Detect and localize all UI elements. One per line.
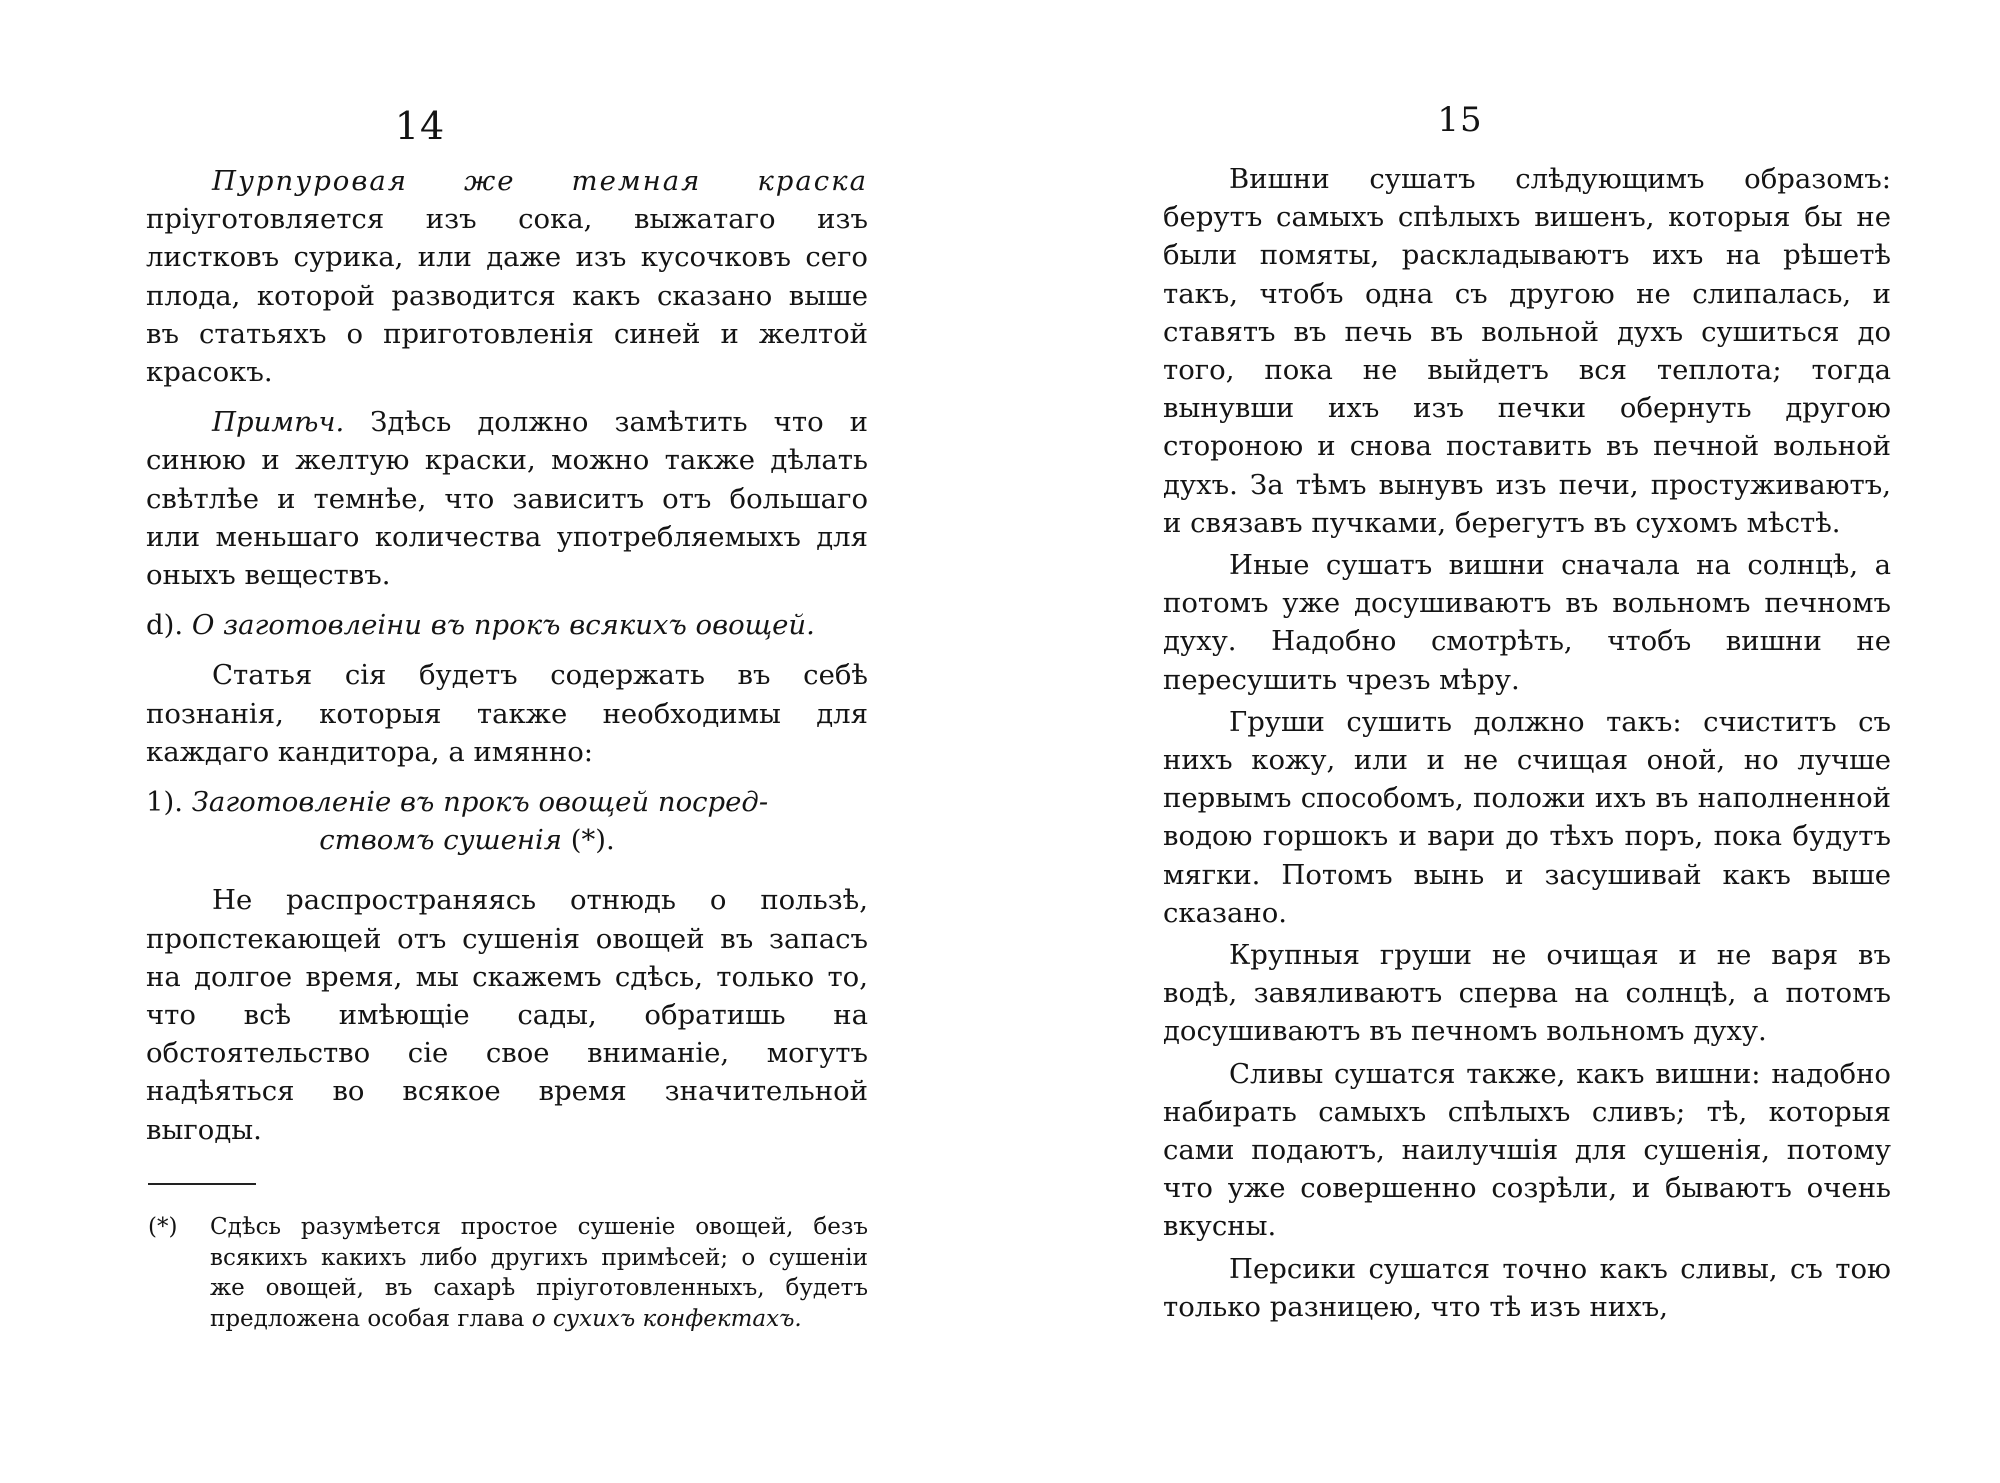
paragraph: Не распространяясь отнюдь о пользѣ, пропстекающей отъ сушенія овощей въ запасъ на долгое время, мы скажемъ сдѣсь, только то, что всѣ имѣющіе сады, обратишь на обстоятельство сіе свое вниманіе, могутъ надѣяться во всякое время значительной выгоды.: [146, 884, 868, 1146]
right-page-body: [1163, 160, 1891, 1330]
footnote-marker: (*): [148, 1214, 178, 1240]
paragraph: Крупныя груши не очищая и не варя въ водѣ, завяливаютъ сперва на солнцѣ, а потомъ досушиваютъ въ печномъ вольномъ духу.: [1163, 939, 1891, 1048]
paragraph: Груши сушить должно такъ: счиститъ съ нихъ кожу, или и не счищая оной, но лучше первымъ способомъ, положи ихъ въ наполненной водою горшокъ и вари до тѣхъ поръ, пока будутъ мягки. Потомъ вынь и засушивай какъ выше сказано.: [1163, 705, 1891, 929]
paragraph-italic-lead: Пурпуровая же темная краска: [212, 165, 868, 197]
left-page-body: [146, 162, 868, 1153]
note-label: Примѣч.: [212, 406, 345, 439]
section-prefix: 1).: [146, 786, 183, 819]
paragraph-text: пріуготовляется изъ сока, выжатаго изъ листковъ сурика, или даже изъ кусочковъ сего плода, которой разводится какъ сказано выше въ статьяхъ о приготовленія синей и желтой красокъ.: [146, 203, 868, 389]
footnote-reference: (*).: [570, 824, 615, 857]
footnote: [140, 1212, 868, 1334]
paragraph: Иные сушатъ вишни сначала на солнцѣ, а потомъ уже досушиваютъ въ вольномъ печномъ духу. Надобно смотрѣть, чтобъ вишни не пересушить чрезъ мѣру.: [1163, 549, 1891, 696]
paragraph: Статья сія будетъ содержать въ себѣ познанія, которыя также необходимы для каждаго кандитора, а имянно:: [146, 659, 868, 768]
section-title-line-2: ствомъ сушенія: [319, 824, 562, 857]
section-title: О заготовлеіни въ прокъ всякихъ овощей.: [191, 609, 815, 642]
paragraph-text: Здѣсь должно замѣтить что и синюю и желтую краски, можно также дѣлать свѣтлѣе и темнѣе, что зависитъ отъ большаго или меньшаго количества употребляемыхъ для оныхъ веществъ.: [146, 406, 868, 592]
paragraph: [146, 162, 868, 391]
page-number-left: 14: [394, 104, 446, 148]
footnote-body: Сдѣсь разумѣется простое сушеніе овощей, безъ всякихъ какихъ либо другихъ примѣсей; о сушеніи же овощей, въ сахарѣ пріуготовленныхъ, будетъ предложена особая глава: [210, 1214, 868, 1332]
paragraph: Сливы сушатся также, какъ вишни: надобно набирать самыхъ спѣлыхъ сливъ; тѣ, которыя сами подаютъ, наилучшія для сушенія, потому что уже совершенно созрѣли, и бываютъ очень вкусны.: [1163, 1057, 1891, 1243]
paragraph: Вишни сушатъ слѣдующимъ образомъ: берутъ самыхъ спѣлыхъ вишенъ, которыя бы не были помяты, раскладываютъ ихъ на рѣшетѣ такъ, чтобъ одна съ другою не слипалась, и ставятъ въ печь въ вольной духъ сушиться до того, пока не выйдетъ вся теплота; тогда вынувши ихъ изъ печки обернуть другою стороною и снова поставить въ печной вольной духъ. За тѣмъ вынувъ изъ печи, простуживаютъ, и связавъ пучками, берегутъ въ сухомъ мѣстѣ.: [1163, 163, 1891, 539]
section-heading-d: [146, 606, 868, 644]
note-paragraph: [146, 403, 868, 594]
page-number-right: 15: [1437, 100, 1483, 140]
footnote-text: [210, 1212, 868, 1334]
right-page: [1160, 0, 1900, 1483]
section-title-line-1: Заготовленіе въ прокъ овощей посред-: [191, 786, 769, 819]
section-prefix: d).: [146, 609, 184, 642]
paragraph: Персики сушатся точно какъ сливы, съ тою только разницею, что тѣ изъ нихъ,: [1163, 1252, 1891, 1323]
section-heading-1: [146, 783, 868, 859]
footnote-italic-tail: о сухихъ конфектахъ.: [531, 1305, 802, 1332]
left-page: [140, 0, 880, 1483]
footnote-divider: [148, 1183, 256, 1185]
